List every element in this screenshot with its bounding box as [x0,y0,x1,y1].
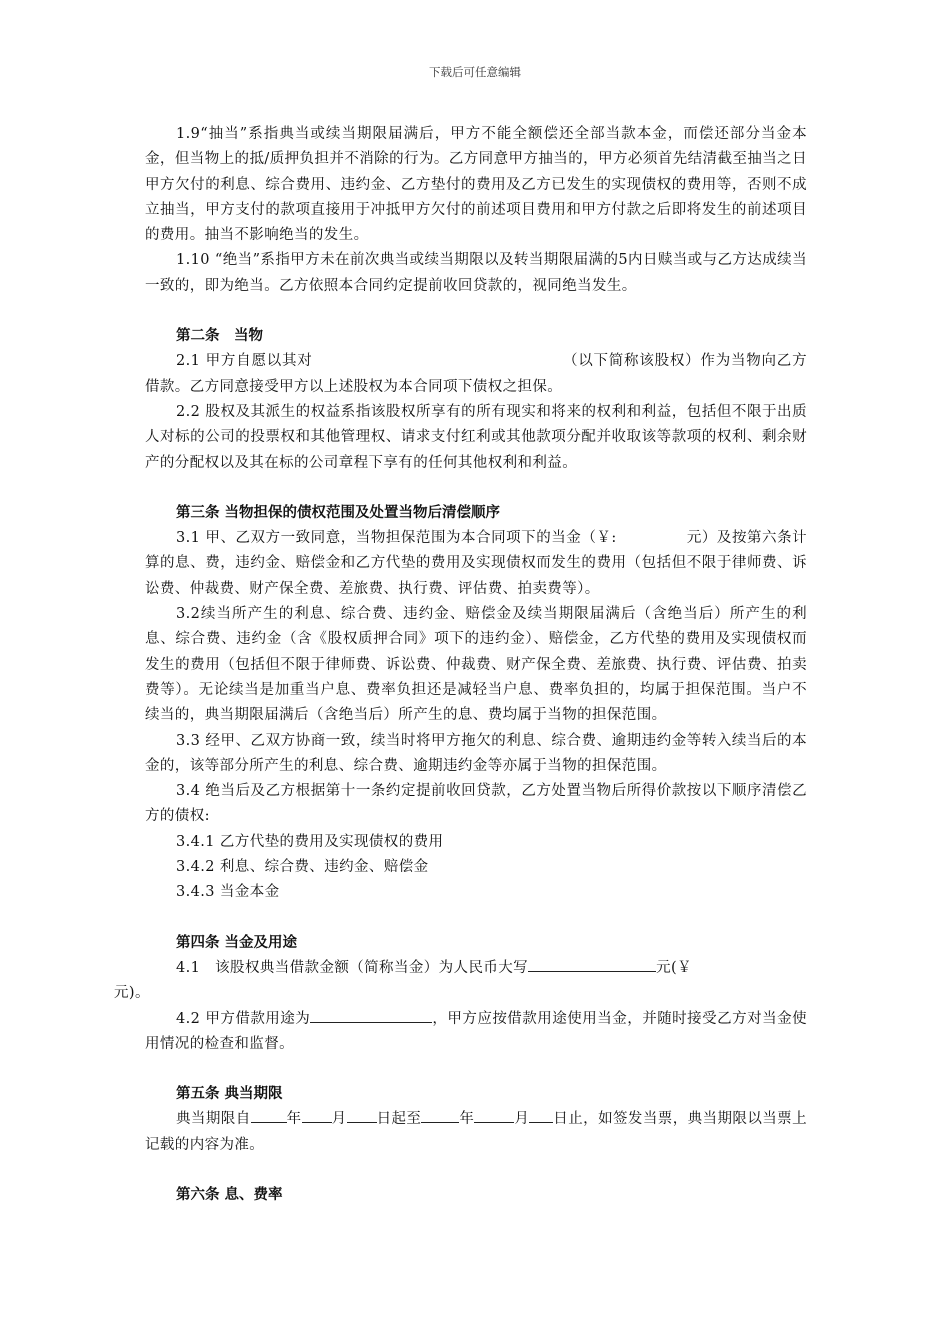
clause-3-2: 3.2续当所产生的利息、综合费、违约金、赔偿金及续当期限届满后（含绝当后）所产生的利息、综合费、违约金（含《股权质押合同》项下的违约金）、赔偿金，乙方代垫的费用及实现债权而发生的费用（包括但不限于律师费、诉讼费、仲裁费、财产保全费、差旅费、执行费、评估费、拍卖费等）。无论续当是加重当户息、费率负担还是减轻当户息、费率负担的，均属于担保范围。当户不续当的，典当期限届满后（含绝当后）所产生的息、费均属于当物的担保范围。 [145,606,807,724]
page-header: 下载后可任意编辑 [429,65,521,79]
start-month-blank [302,1107,332,1123]
clause-3-4: 3.4 绝当后及乙方根据第十一条约定提前收回贷款，乙方处置当物后所得价款按以下顺序清偿乙方的债权: [145,783,807,825]
end-month-blank [474,1107,514,1123]
amount-words-blank [528,956,656,972]
clause-3-1 [145,526,807,602]
end-day-blank [529,1107,553,1123]
clause-3-4-2: 3.4.2 利息、综合费、违约金、赔偿金 [176,859,429,876]
term-clause [145,1107,807,1158]
clause-2-1 [145,349,807,400]
term-text-7: 日止，如签发当票，典当期限以当票上记载的内容为准。 [145,1111,807,1153]
article-4-title: 第四条 当金及用途 [176,934,298,951]
term-text-1: 典当期限自 [176,1111,251,1128]
clause-4-1-part-c: 元)。 [114,985,150,1002]
term-text-4: 日起至 [376,1111,422,1128]
start-year-blank [251,1107,287,1123]
contract-body [114,122,807,1208]
clause-4-2 [145,1007,807,1058]
clause-1-10: 1.10 “绝当”系指甲方未在前次典当或续当期限以及转当期限届满的5内日赎当或与乙方达成续当一致的，即为绝当。乙方依照本合同约定提前收回贷款的，视同绝当发生。 [145,252,807,294]
clause-3-3: 3.3 经甲、乙双方协商一致，续当时将甲方拖欠的利息、综合费、逾期违约金等转入续当后的本金的，该等部分所产生的利息、综合费、逾期违约金等亦属于当物的担保范围。 [145,732,807,774]
clause-3-1-part-b: 元）及按第六条计算的息、费，违约金、赔偿金和乙方代垫的费用及实现债权而发生的费用（包括但不限于律师费、诉讼费、仲裁费、财产保全费、差旅费、执行费、评估费、拍卖费等）。 [145,530,807,597]
clause-4-2-part-b: ，甲方应按借款用途使用当金，并随时接受乙方对当金使用情况的检查和监督。 [145,1010,807,1052]
term-text-3: 月 [331,1111,347,1128]
clause-3-1-part-a: 3.1 甲、乙双方一致同意，当物担保范围为本合同项下的当金（￥: [176,530,617,547]
clause-3-4-1: 3.4.1 乙方代垫的费用及实现债权的费用 [176,833,444,850]
purpose-blank [310,1007,432,1023]
clause-1-9: 1.9“抽当”系指典当或续当期限届满后，甲方不能全额偿还全部当款本金，而偿还部分当金本金，但当物上的抵/质押负担并不消除的行为。乙方同意甲方抽当的，甲方必须首先结清截至抽当之日甲方欠付的利息、综合费用、违约金、乙方垫付的费用及乙方已发生的实现债权的费用等，否则不成立抽当，甲方支付的款项直接用于冲抵甲方欠付的前述项目费用和甲方付款之后即将发生的前述项目的费用。抽当不影响绝当的发生。 [145,126,807,244]
clause-3-4-3: 3.4.3 当金本金 [176,884,280,901]
clause-2-1-part-a: 2.1 甲方自愿以其对 [176,353,313,370]
article-2-title: 第二条 当物 [176,328,263,345]
end-year-blank [421,1107,459,1123]
term-text-6: 月 [514,1111,530,1128]
article-3-title: 第三条 当物担保的债权范围及处置当物后清偿顺序 [176,504,501,521]
clause-4-2-part-a: 4.2 甲方借款用途为 [176,1010,311,1027]
article-6-title: 第六条 息、费率 [176,1186,283,1203]
term-text-2: 年 [286,1111,302,1128]
clause-2-1-part-b: （以下简称该股权）作为当物向乙方借款。乙方同意接受甲方以上述股权为本合同项下债权之担保。 [145,353,807,395]
clause-4-1 [114,956,807,1007]
clause-4-1-part-a: 4.1 该股权典当借款金额（简称当金）为人民币大写 [176,959,529,976]
clause-4-1-part-b: 元(￥ [656,959,692,976]
article-5-title: 第五条 典当期限 [176,1086,283,1103]
start-day-blank [347,1107,377,1123]
clause-2-2: 2.2 股权及其派生的权益系指该股权所享有的所有现实和将来的权利和利益，包括但不限于出质人对标的公司的投票权和其他管理权、请求支付红利或其他款项分配并收取该等款项的权利、剩余财产的分配权以及其在标的公司章程下享有的任何其他权利和利益。 [145,403,807,471]
term-text-5: 年 [459,1111,475,1128]
